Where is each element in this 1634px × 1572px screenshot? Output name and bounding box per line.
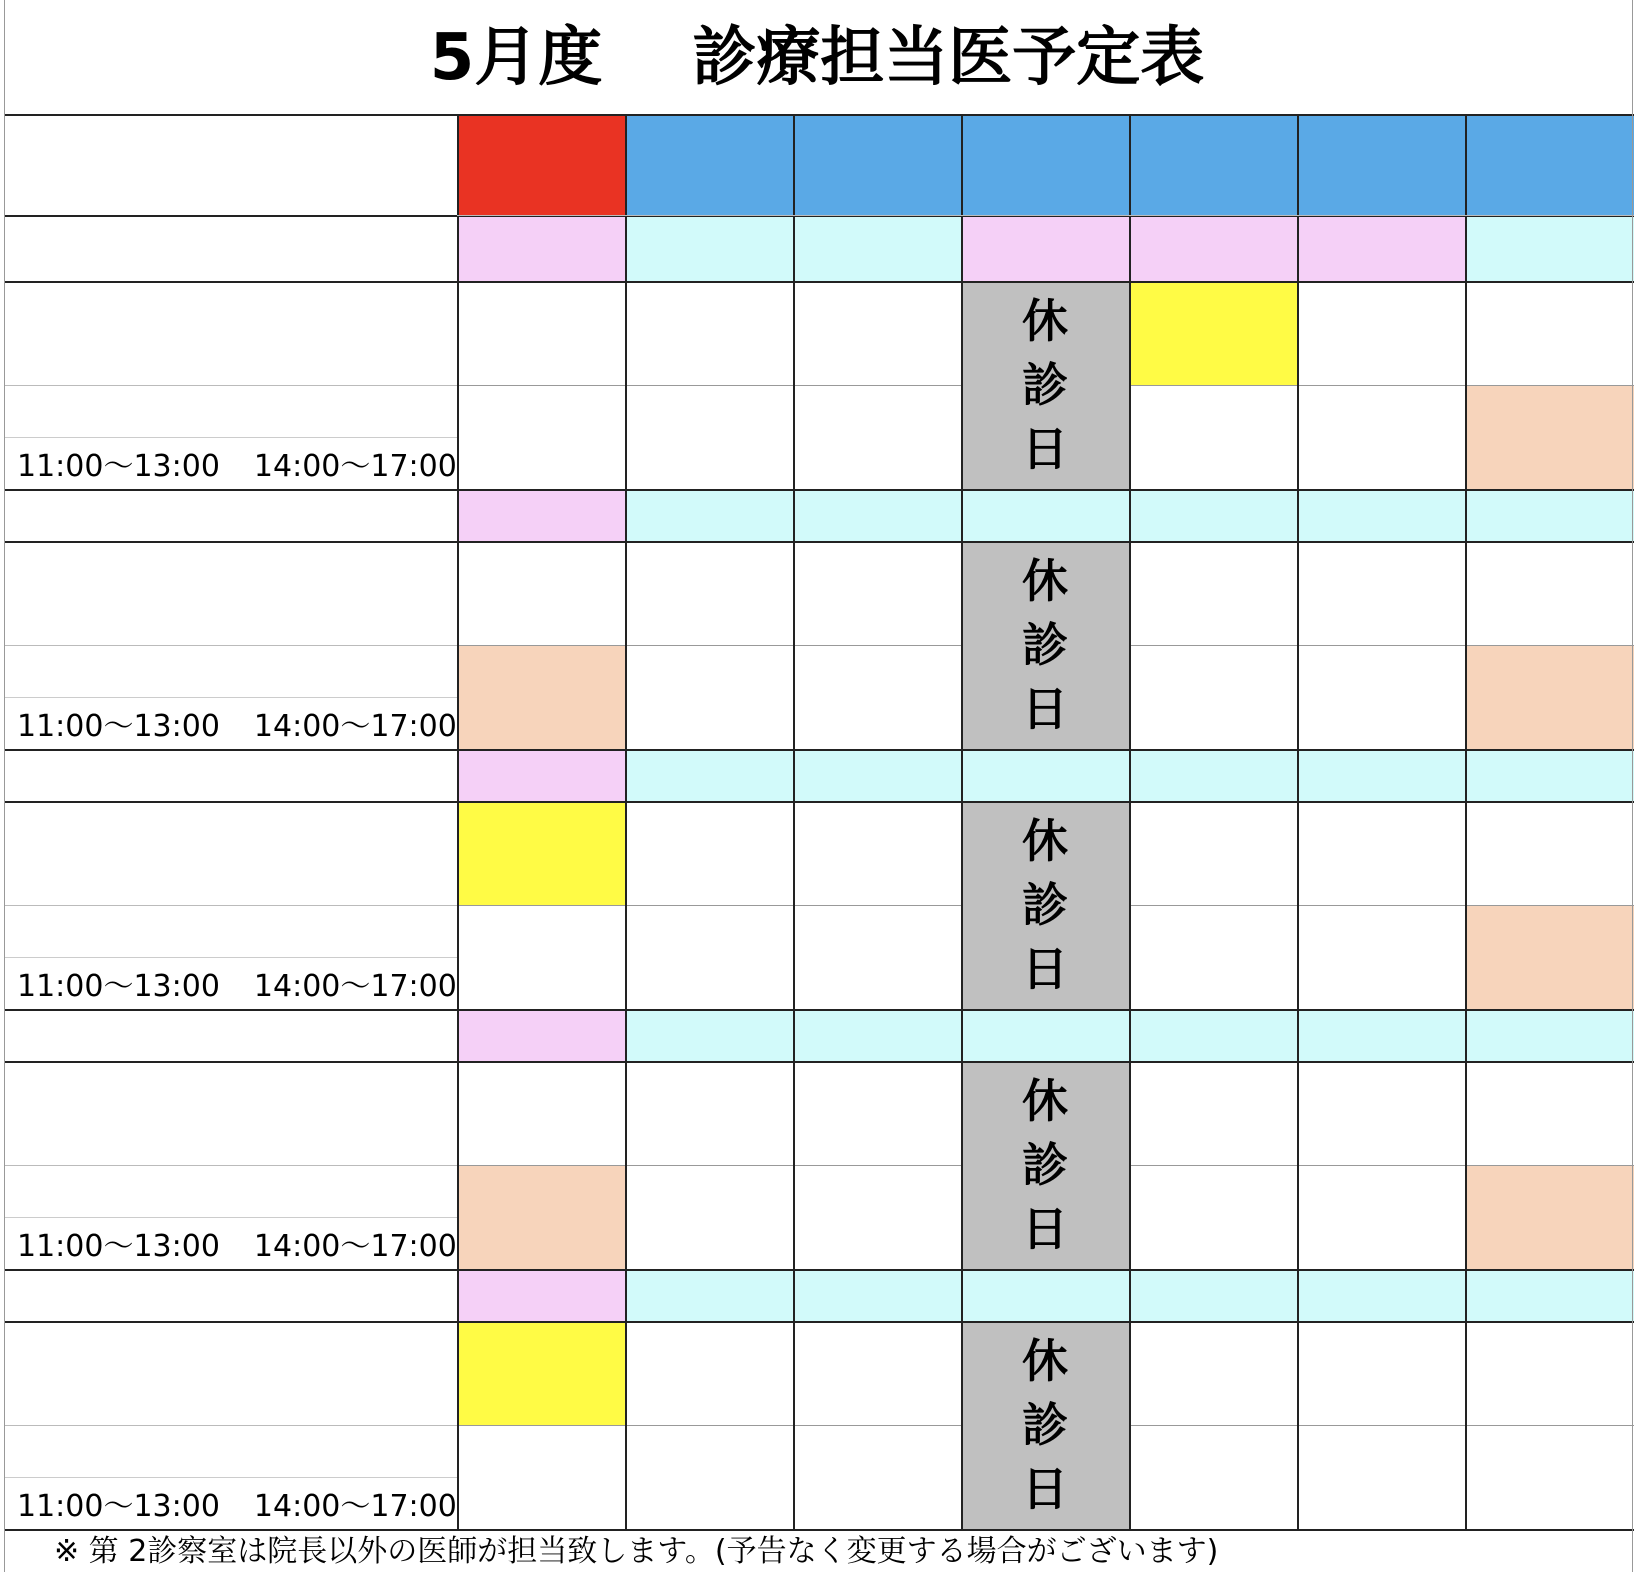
hours-afternoon: 14:00〜17:00	[253, 709, 457, 744]
room1-cell	[1297, 541, 1465, 645]
grid-line	[1129, 1425, 1634, 1426]
grid-line	[1129, 1165, 1634, 1166]
room2-cell	[1465, 1165, 1634, 1269]
closed-day-char: 休	[1022, 294, 1068, 348]
date-cell	[625, 749, 793, 801]
grid-line	[1129, 1269, 1131, 1529]
grid-line	[1297, 1009, 1299, 1269]
room1-cell	[1129, 541, 1297, 645]
grid-line	[793, 749, 795, 1009]
room1-cell	[793, 1321, 961, 1425]
hours-morning: 11:00〜13:00	[17, 1229, 220, 1264]
grid-line	[457, 114, 459, 215]
room2-cell	[1465, 385, 1634, 489]
title-month: 5月度	[429, 21, 603, 95]
room1-cell	[625, 801, 793, 905]
date-cell	[793, 749, 961, 801]
grid-line	[457, 1425, 961, 1426]
date-cell	[793, 1009, 961, 1061]
room1-cell	[793, 1061, 961, 1165]
closed-day-char: 日	[1022, 682, 1068, 736]
grid-line	[5, 1217, 457, 1218]
closed-day-char: 診	[1022, 1398, 1068, 1452]
room1-label	[5, 541, 457, 645]
room1-cell	[1129, 801, 1297, 905]
date-cell	[793, 489, 961, 541]
grid-line	[5, 114, 1634, 116]
grid-line	[457, 645, 961, 646]
room1-cell	[457, 1321, 625, 1425]
room1-cell	[625, 281, 793, 385]
grid-line	[961, 1269, 963, 1529]
weekday-header	[1297, 114, 1465, 215]
weekday-header	[1129, 114, 1297, 215]
grid-line	[1129, 385, 1634, 386]
room1-cell	[1465, 801, 1634, 905]
room2-label	[5, 1165, 457, 1217]
grid-line	[1465, 1009, 1467, 1269]
grid-line	[625, 215, 627, 489]
weekday-header	[793, 114, 961, 215]
grid-line	[1297, 489, 1299, 749]
closed-day-cell	[961, 1061, 1129, 1269]
room1-cell	[793, 541, 961, 645]
date-cell	[1465, 1009, 1634, 1061]
grid-line	[5, 957, 457, 958]
date-cell	[1129, 749, 1297, 801]
room2-cell	[1465, 645, 1634, 749]
grid-line	[1465, 215, 1467, 489]
room2-label	[5, 1425, 457, 1477]
room2-cell	[625, 1425, 793, 1529]
date-cell	[793, 1269, 961, 1321]
room1-label	[5, 281, 457, 385]
grid-line	[625, 1269, 627, 1529]
grid-line	[793, 1009, 795, 1269]
room2-cell	[1129, 645, 1297, 749]
room2-cell	[457, 905, 625, 1009]
grid-line	[1465, 1269, 1467, 1529]
date-cell	[1129, 489, 1297, 541]
room2-cell	[625, 1165, 793, 1269]
closed-day-char: 診	[1022, 618, 1068, 672]
closed-day-char: 日	[1022, 1202, 1068, 1256]
grid-line	[961, 215, 963, 489]
grid-line	[5, 1477, 457, 1478]
grid-line	[1129, 749, 1131, 1009]
grid-line	[457, 215, 1634, 216]
grid-line	[5, 281, 1634, 283]
grid-line	[457, 489, 459, 749]
room2-hours	[5, 957, 457, 1009]
grid-line	[5, 437, 457, 438]
date-cell	[625, 215, 793, 281]
closed-day-char: 診	[1022, 358, 1068, 412]
date-cell	[457, 215, 625, 281]
grid-line	[1297, 114, 1299, 215]
room2-cell	[1465, 905, 1634, 1009]
room1-cell	[1297, 1321, 1465, 1425]
grid-line	[793, 489, 795, 749]
grid-line	[5, 749, 1634, 751]
grid-line	[4, 0, 5, 1572]
closed-day-char: 休	[1022, 1334, 1068, 1388]
grid-line	[5, 697, 457, 698]
room2-cell	[625, 385, 793, 489]
date-cell	[961, 1009, 1129, 1061]
closed-day-cell	[961, 281, 1129, 489]
grid-line	[5, 1009, 1634, 1011]
hours-morning: 11:00〜13:00	[17, 1489, 220, 1524]
room1-cell	[1465, 541, 1634, 645]
grid-line	[5, 1425, 457, 1426]
title-text: 診療担当医予定表	[692, 21, 1205, 95]
closed-day-char: 診	[1022, 1138, 1068, 1192]
date-cell	[1129, 1269, 1297, 1321]
room1-label	[5, 1061, 457, 1165]
grid-line	[5, 1165, 457, 1166]
room2-cell	[457, 1165, 625, 1269]
room1-label	[5, 1321, 457, 1425]
room2-hours	[5, 1477, 457, 1529]
grid-line	[1297, 1269, 1299, 1529]
date-cell	[1129, 1009, 1297, 1061]
room2-label	[5, 645, 457, 697]
grid-line	[1632, 0, 1633, 1572]
room2-cell	[793, 1425, 961, 1529]
room1-cell	[457, 1061, 625, 1165]
room2-hours	[5, 437, 457, 489]
room2-label	[5, 385, 457, 437]
grid-line	[457, 1269, 459, 1529]
closed-day-char: 休	[1022, 814, 1068, 868]
date-cell	[457, 749, 625, 801]
room2-hours	[5, 1217, 457, 1269]
hours-afternoon: 14:00〜17:00	[253, 969, 457, 1004]
room2-cell	[1465, 1425, 1634, 1529]
room1-cell	[625, 1321, 793, 1425]
closed-day-char: 休	[1022, 554, 1068, 608]
room2-cell	[457, 645, 625, 749]
date-cell	[625, 1009, 793, 1061]
closed-day-char: 休	[1022, 1074, 1068, 1128]
room2-cell	[1129, 385, 1297, 489]
grid-line	[1297, 215, 1299, 489]
hours-morning: 11:00〜13:00	[17, 449, 220, 484]
room1-cell	[625, 541, 793, 645]
date-cell	[1465, 489, 1634, 541]
room2-cell	[1297, 905, 1465, 1009]
room2-label	[5, 905, 457, 957]
room2-hours	[5, 697, 457, 749]
date-cell	[793, 215, 961, 281]
grid-line	[5, 645, 457, 646]
date-cell	[625, 489, 793, 541]
grid-line	[793, 1269, 795, 1529]
date-cell	[961, 489, 1129, 541]
hours-morning: 11:00〜13:00	[17, 709, 220, 744]
hours-afternoon: 14:00〜17:00	[253, 449, 457, 484]
grid-line	[1129, 1009, 1131, 1269]
closed-day-char: 日	[1022, 422, 1068, 476]
grid-line	[5, 541, 1634, 543]
grid-line	[961, 114, 963, 215]
date-cell	[961, 215, 1129, 281]
hours-morning: 11:00〜13:00	[17, 969, 220, 1004]
room1-cell	[1465, 281, 1634, 385]
room1-cell	[625, 1061, 793, 1165]
room2-cell	[1129, 1425, 1297, 1529]
grid-line	[5, 489, 1634, 491]
footnote: ※ 第 2診察室は院長以外の医師が担当致します。(予告なく変更する場合がございます)	[54, 1534, 1219, 1569]
date-cell	[1129, 215, 1297, 281]
hours-afternoon: 14:00〜17:00	[253, 1489, 457, 1524]
weekday-header	[1465, 114, 1634, 215]
grid-line	[961, 1009, 963, 1269]
grid-line	[961, 489, 963, 749]
grid-line	[1129, 114, 1131, 215]
date-cell	[1297, 489, 1465, 541]
room1-cell	[793, 801, 961, 905]
grid-line	[457, 385, 961, 386]
grid-line	[457, 905, 961, 906]
room2-cell	[625, 645, 793, 749]
closed-day-cell	[961, 541, 1129, 749]
grid-line	[5, 385, 457, 386]
grid-line	[5, 1269, 1634, 1271]
room2-cell	[793, 905, 961, 1009]
grid-line	[457, 215, 459, 489]
grid-line	[5, 1061, 1634, 1063]
grid-line	[1129, 905, 1634, 906]
grid-line	[457, 749, 459, 1009]
grid-line	[5, 801, 1634, 803]
grid-line	[625, 489, 627, 749]
grid-line	[625, 114, 627, 215]
room2-cell	[1297, 385, 1465, 489]
room2-cell	[1297, 1425, 1465, 1529]
grid-line	[1465, 114, 1467, 215]
grid-line	[457, 1165, 961, 1166]
grid-line	[5, 905, 457, 906]
grid-line	[625, 1009, 627, 1269]
room2-cell	[1129, 1165, 1297, 1269]
weekday-header	[625, 114, 793, 215]
grid-line	[5, 1529, 1634, 1531]
weekday-header	[457, 114, 625, 215]
room2-cell	[793, 1165, 961, 1269]
closed-day-cell	[961, 1321, 1129, 1529]
grid-line	[793, 114, 795, 215]
room2-cell	[1297, 645, 1465, 749]
date-cell	[961, 1269, 1129, 1321]
room1-cell	[1297, 801, 1465, 905]
room1-cell	[1465, 1321, 1634, 1425]
grid-line	[961, 749, 963, 1009]
date-cell	[1297, 749, 1465, 801]
date-cell	[1465, 749, 1634, 801]
room2-cell	[457, 385, 625, 489]
grid-line	[5, 1321, 1634, 1323]
room1-cell	[1129, 281, 1297, 385]
room1-cell	[1297, 281, 1465, 385]
room2-cell	[793, 645, 961, 749]
room1-cell	[1465, 1061, 1634, 1165]
room1-cell	[1297, 1061, 1465, 1165]
date-cell	[457, 489, 625, 541]
room1-cell	[457, 541, 625, 645]
room1-label	[5, 801, 457, 905]
grid-line	[1129, 645, 1634, 646]
date-cell	[457, 1269, 625, 1321]
hours-afternoon: 14:00〜17:00	[253, 1229, 457, 1264]
grid-line	[1297, 749, 1299, 1009]
date-cell	[1465, 215, 1634, 281]
room1-cell	[457, 801, 625, 905]
closed-day-char: 診	[1022, 878, 1068, 932]
grid-line	[625, 749, 627, 1009]
room1-cell	[457, 281, 625, 385]
grid-line	[1129, 215, 1131, 489]
room1-cell	[1129, 1061, 1297, 1165]
date-cell	[1297, 1009, 1465, 1061]
grid-line	[1129, 489, 1131, 749]
grid-line	[1465, 749, 1467, 1009]
date-cell	[1297, 1269, 1465, 1321]
date-cell	[1297, 215, 1465, 281]
page-title	[0, 8, 1634, 108]
date-cell	[1465, 1269, 1634, 1321]
grid-line	[793, 215, 795, 489]
closed-day-char: 日	[1022, 942, 1068, 996]
room2-cell	[625, 905, 793, 1009]
closed-day-char: 日	[1022, 1462, 1068, 1516]
room1-cell	[1129, 1321, 1297, 1425]
date-cell	[457, 1009, 625, 1061]
closed-day-cell	[961, 801, 1129, 1009]
grid-line	[457, 1009, 459, 1269]
room2-cell	[457, 1425, 625, 1529]
room2-cell	[1297, 1165, 1465, 1269]
room2-cell	[1129, 905, 1297, 1009]
date-cell	[961, 749, 1129, 801]
room1-cell	[793, 281, 961, 385]
date-cell	[625, 1269, 793, 1321]
weekday-header	[961, 114, 1129, 215]
room2-cell	[793, 385, 961, 489]
grid-line	[1465, 489, 1467, 749]
